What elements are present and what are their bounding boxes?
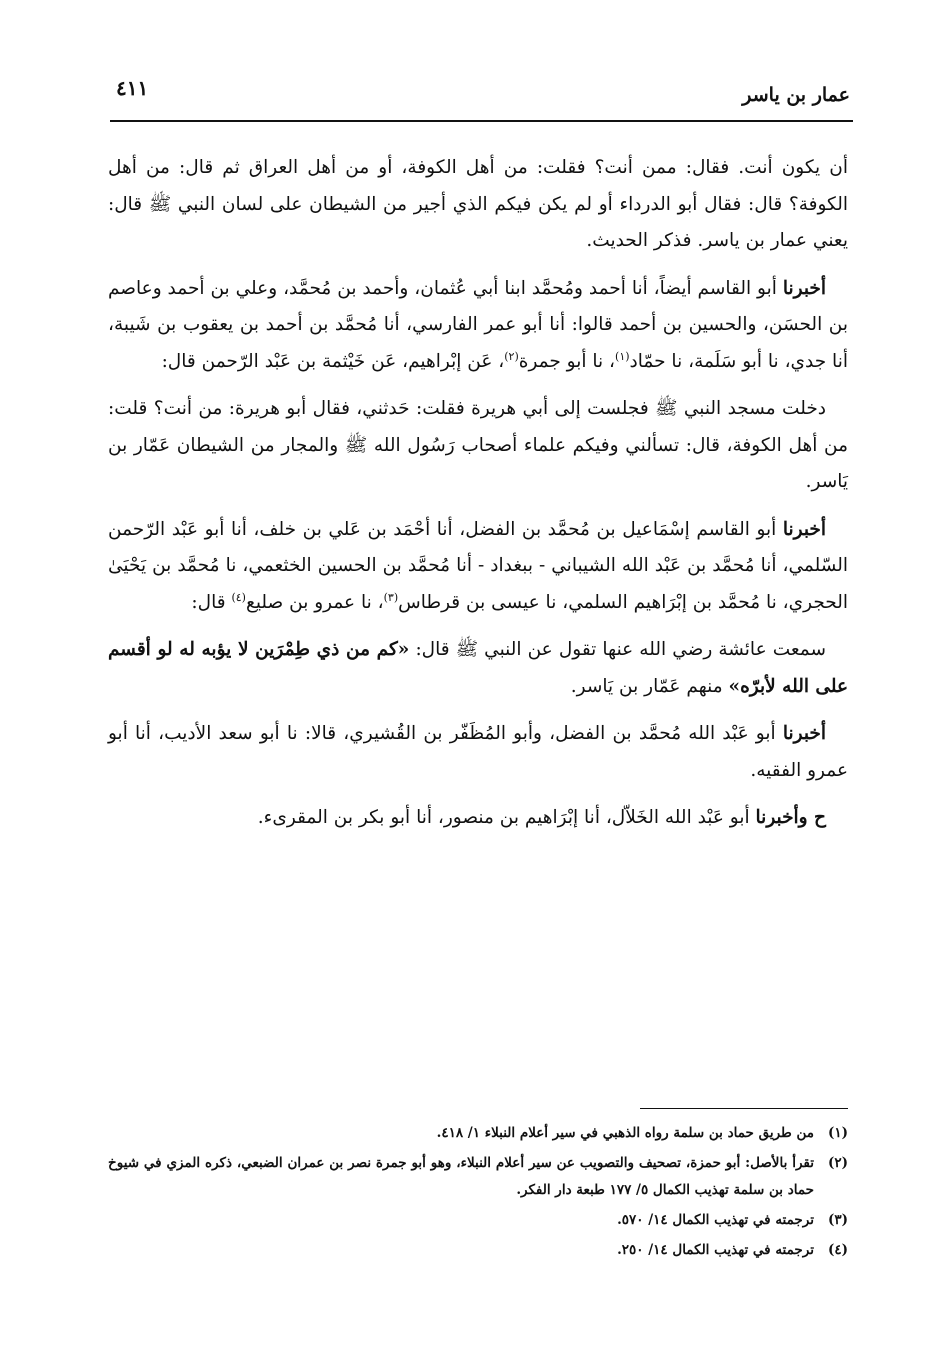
hadith-quote: «كم من ذي طِمْرَين لا يؤبه له لو أقسم على الله لأبرّه» [108,639,848,697]
paragraph-text: قال: [191,591,232,613]
paragraph-text: أن يكون أنت. فقال: ممن أنت؟ فقلت: من أهل الكوفة، أو من أهل العراق ثم قال: من أهل الكوفة؟ قال: فقال أبو الدرداء أو لم يكن فيكم الذي أجير من الشيطان على لسان النبي ﷺ قال: يعني عمار بن ياسر. فذكر الحديث. [108,157,848,251]
paragraph-4 [108,512,848,622]
paragraph-text: أبو عَبْد الله مُحمَّد بن الفضل، وأبو المُظَفّر بن القُشيري، قالا: نا أبو سعد الأديب، أنا أبو عمرو الفقيه. [108,723,848,781]
isnad-lead: ح وأخبرنا [755,807,826,828]
paragraph-text: أبو القاسم أيضاً، أنا أحمد ومُحمَّد ابنا أبي عُثمان، وأحمد بن مُحمَّد، وعلي بن أحمد وعاصم بن الحسَن، والحسين بن أحمد قالوا: أنا أبو عمر الفارسي، أنا مُحمَّد بن أحمد بن يعقوب بن شَيبة، أنا جدي، نا أبو سَلَمة، نا حمّاد [108,277,848,372]
footnote-ref-1[interactable]: (١) [615,349,630,363]
paragraph-6 [108,716,848,789]
paragraph-text: سمعت عائشة رضي الله عنها تقول عن النبي ﷺ قال: [409,639,826,660]
main-text [108,150,848,848]
footnote-number: (٢) [827,1155,848,1171]
paragraph-3 [108,391,848,501]
footnote-number: (٤) [827,1242,848,1258]
paragraph-text: دخلت مسجد النبي ﷺ فجلست إلى أبي هريرة فقلت: حَدثني، فقال أبو هريرة: من أنت؟ قلت: من أهل الكوفة، قال: تسألني وفيكم علماء أصحاب رَسُول الله ﷺ والمجار من الشيطان عَمّار بن يَاسر. [108,398,848,492]
isnad-lead: أخبرنا [782,277,826,299]
paragraph-text: أبو عَبْد الله الخَلاّل، أنا إبْرَاهيم بن منصور، أنا أبو بكر بن المقرىء. [257,807,756,828]
isnad-lead: أخبرنا [782,518,826,540]
chapter-title: عمار بن ياسر [742,84,850,106]
footnote-text: ترجمته في تهذيب الكمال ١٤/ ٢٥٠. [617,1242,814,1258]
footnote-text: من طريق حماد بن سلمة رواه الذهبي في سير أعلام النبلاء ١/ ٤١٨. [436,1125,814,1141]
footnote-1 [108,1120,848,1147]
isnad-lead: أخبرنا [782,723,826,744]
header-rule [110,120,853,122]
footnote-ref-3[interactable]: (٣) [383,590,399,604]
footnote-ref-2[interactable]: (٢) [504,349,519,363]
paragraph-text: ، عَن إبْراهيم، عَن خَيْثمة بن عَبْد الرّحمن قال: [161,350,505,372]
paragraph-7 [108,800,848,837]
footnote-text: تقرأ بالأصل: أبو حمزة، تصحيف والتصويب عن سير أعلام النبلاء، وهو أبو جمرة نصر بن عمران الضبعي، ذكره المزي في شيوخ حماد بن سلمة تهذيب الكمال ٥/ ١٧٧ طبعة دار الفكر. [108,1155,814,1198]
paragraph-text: أبو القاسم إسْمَاعيل بن مُحمَّد بن الفضل، أنا أحْمَد بن عَلي بن خلف، أنا أبو عَبْد الرّحمن السّلمي، أنا مُحمَّد بن عَبْد الله الشيباني - ببغداد - أنا مُحمَّد بن الحسين الخثعمي، نا مُحمَّد بن يَحْيَىٰ الحجري، نا مُحمَّد بن إبْرَاهيم السلمي، نا عيسى بن قرطاس [108,518,848,613]
footnote-number: (٣) [827,1212,848,1228]
footnote-rule [640,1108,848,1109]
page-number: ٤١١ [116,76,149,100]
footnote-ref-4[interactable]: (٤) [231,590,246,604]
paragraph-text: ، نا عمرو بن صليع [245,591,384,613]
paragraph-2 [108,271,848,381]
footnote-2 [108,1150,848,1204]
running-header [110,72,850,120]
footnotes [108,1120,848,1267]
paragraph-1 [108,150,848,260]
footnote-number: (١) [827,1125,848,1141]
paragraph-text: ، نا أبو جمرة [518,350,616,372]
paragraph-5 [108,632,848,705]
footnote-4 [108,1237,848,1264]
footnote-3 [108,1207,848,1234]
paragraph-text: منهم عَمّار بن يَاسر. [570,675,729,697]
footnote-text: ترجمته في تهذيب الكمال ١٤/ ٥٧٠. [617,1212,814,1228]
